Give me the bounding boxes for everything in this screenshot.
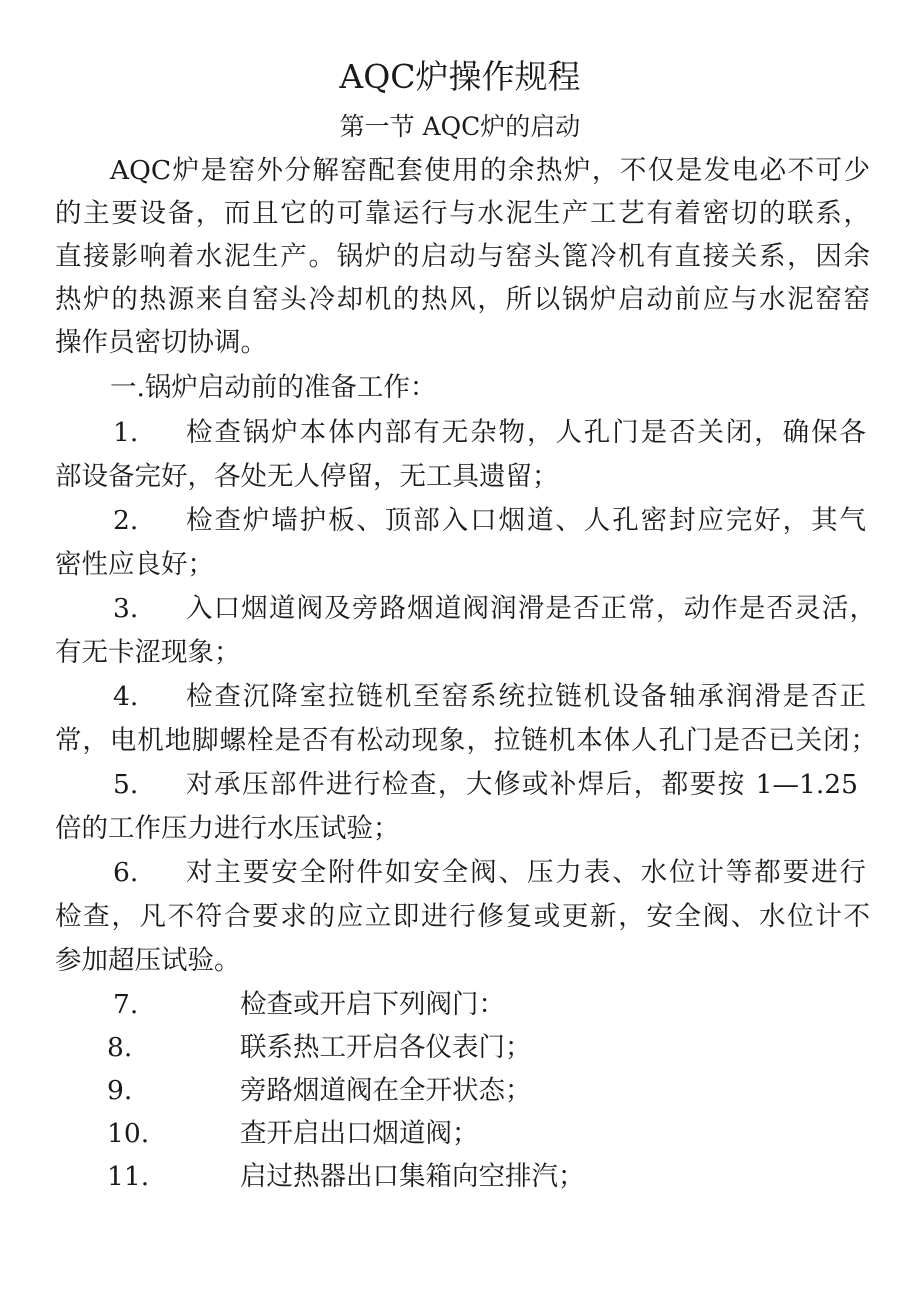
item-number: 6. xyxy=(113,857,139,888)
item-line: 倍的工作压力进行水压试验； xyxy=(55,813,400,844)
item-line: 检查锅炉本体内部有无杂物，人孔门是否关闭，确保各 xyxy=(186,417,866,448)
item-line: 检查沉降室拉链机至窑系统拉链机设备轴承润滑是否正 xyxy=(186,681,866,712)
item-number: 9. xyxy=(107,1075,133,1106)
item-line: 有无卡涩现象； xyxy=(55,637,241,668)
item-line: 部设备完好，各处无人停留，无工具遗留； xyxy=(55,461,559,492)
item-number: 1. xyxy=(113,417,139,448)
item-number: 5. xyxy=(113,769,139,800)
item-line: 常，电机地脚螺栓是否有松动现象，拉链机本体人孔门是否已关闭； xyxy=(55,725,877,756)
intro-line: 直接影响着水泥生产。锅炉的启动与窑头篦冷机有直接关系，因余 xyxy=(55,241,870,272)
item-line: 对主要安全附件如安全阀、压力表、水位计等都要进行 xyxy=(186,857,866,888)
item-line: 参加超压试验。 xyxy=(55,945,241,976)
item-line: 启过热器出口集箱向空排汽； xyxy=(240,1161,585,1192)
item-number: 7. xyxy=(113,989,139,1020)
item-line: 检查或开启下列阀门： xyxy=(240,989,505,1020)
subsection-heading: 一.锅炉启动前的准备工作： xyxy=(110,372,437,403)
item-number: 10. xyxy=(107,1118,150,1149)
item-line: 旁路烟道阀在全开状态； xyxy=(240,1075,532,1106)
item-number: 8. xyxy=(107,1032,133,1063)
intro-line: 热炉的热源来自窑头冷却机的热风，所以锅炉启动前应与水泥窑窑 xyxy=(55,284,870,315)
item-line: 密性应良好； xyxy=(55,549,214,580)
item-number: 3. xyxy=(113,593,139,624)
item-number: 4. xyxy=(113,681,139,712)
item-number: 2. xyxy=(113,505,139,536)
item-number: 11. xyxy=(107,1161,150,1192)
document-title: AQC炉操作规程 xyxy=(339,57,581,96)
intro-line: 的主要设备，而且它的可靠运行与水泥生产工艺有着密切的联系， xyxy=(55,198,870,229)
item-line: 检查，凡不符合要求的应立即进行修复或更新，安全阀、水位计不 xyxy=(55,901,870,932)
item-line: 检查炉墙护板、顶部入口烟道、人孔密封应完好，其气 xyxy=(186,505,866,536)
item-line: 联系热工开启各仪表门； xyxy=(240,1032,532,1063)
section-heading: 第一节 AQC炉的启动 xyxy=(339,112,581,141)
item-line: 入口烟道阀及旁路烟道阀润滑是否正常，动作是否灵活， xyxy=(186,593,876,624)
intro-line: 操作员密切协调。 xyxy=(55,327,267,358)
intro-line: AQC炉是窑外分解窑配套使用的余热炉，不仅是发电必不可少 xyxy=(110,155,870,186)
item-line: 对承压部件进行检查，大修或补焊后，都要按 1—1.25 xyxy=(186,769,858,800)
item-line: 查开启出口烟道阀； xyxy=(240,1118,479,1149)
